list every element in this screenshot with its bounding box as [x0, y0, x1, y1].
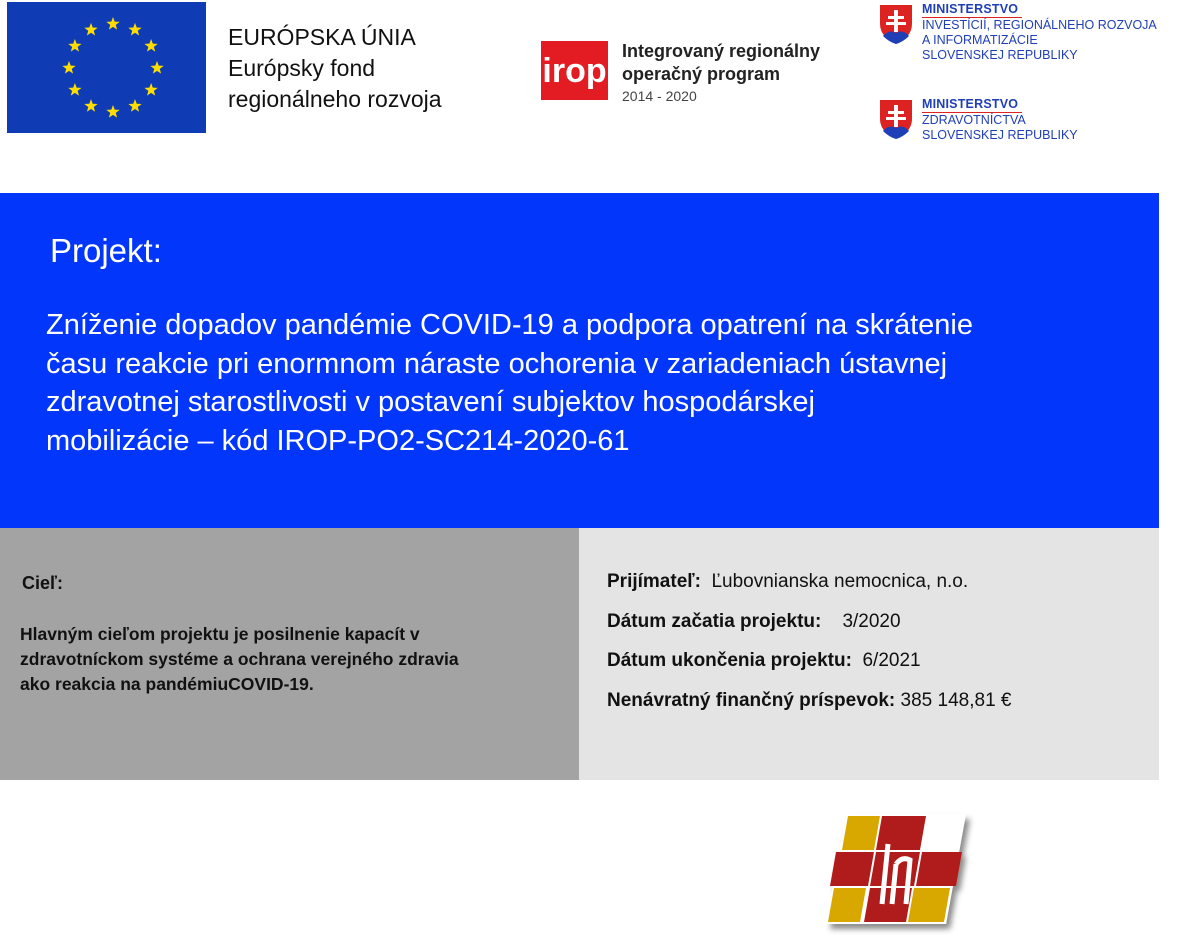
ministry-2-line-2: SLOVENSKEJ REPUBLIKY [922, 128, 1078, 142]
eu-stars-icon [7, 2, 206, 133]
end-date-row [607, 650, 921, 672]
grant-value: 385 148,81 € [900, 690, 1012, 711]
ministry-investment-caption [922, 0, 1157, 63]
project-line: mobilizácie – kód IROP-PO2-SC214-2020-61 [46, 424, 630, 457]
eu-caption [228, 22, 442, 115]
goal-label: Cieľ: [22, 573, 63, 593]
irop-logo-icon [541, 41, 608, 100]
ministry-2-title: MINISTERSTVO [922, 96, 1022, 113]
ministry-1-title: MINISTERSTVO [922, 1, 1022, 18]
irop-caption [622, 40, 820, 106]
eu-flag-icon [7, 2, 206, 133]
grant-label: Nenávratný finančný príspevok: [607, 690, 896, 711]
recipient-value: Ľubovnianska nemocnica, n.o. [711, 571, 969, 592]
project-line: Zníženie dopadov pandémie COVID-19 a podpora opatrení na skrátenie [46, 309, 973, 341]
ministry-1-line-2: A INFORMATIZÁCIE [922, 33, 1038, 47]
project-description [46, 306, 1126, 460]
ministry-2-line-1: ZDRAVOTNÍCTVA [922, 113, 1026, 127]
hospital-logo-icon [826, 812, 984, 936]
eu-line-2: Európsky fond [228, 55, 376, 81]
ministry-1-line-1: INVESTÍCIÍ, REGIONÁLNEHO ROZVOJA [922, 18, 1157, 32]
goal-description [20, 622, 560, 697]
project-line: času reakcie pri enormnom náraste ochorenia v zariadeniach ústavnej [46, 347, 948, 380]
ministry-health-caption [922, 95, 1078, 143]
start-date-row [607, 611, 901, 633]
eu-line-1: EURÓPSKA ÚNIA [228, 24, 416, 50]
irop-line-2: operačný program [622, 64, 781, 84]
start-date-value: 3/2020 [842, 611, 901, 632]
project-label: Projekt: [50, 232, 162, 269]
recipient-row [607, 571, 968, 593]
slovak-coat-of-arms-icon [877, 97, 915, 141]
start-date-label: Dátum začatia projektu: [607, 611, 822, 632]
irop-logo-text: irop [542, 52, 607, 90]
goal-line: Hlavným cieľom projektu je posilnenie kapacít v [20, 624, 420, 644]
goal-line: ako reakcia na pandémiuCOVID-19. [20, 674, 314, 694]
project-line: zdravotnej starostlivosti v postavení subjektov hospodárskej [46, 386, 815, 418]
end-date-label: Dátum ukončenia projektu: [607, 650, 852, 671]
recipient-label: Prijímateľ: [607, 571, 701, 592]
grant-row [607, 690, 1012, 712]
irop-line-1: Integrovaný regionálny [622, 41, 821, 61]
irop-years: 2014 - 2020 [622, 88, 697, 104]
goal-line: zdravotníckom systéme a ochrana verejného zdravia [20, 649, 459, 669]
slovak-coat-of-arms-icon [877, 2, 915, 46]
end-date-value: 6/2021 [862, 650, 921, 671]
ministry-1-line-3: SLOVENSKEJ REPUBLIKY [922, 48, 1078, 62]
eu-line-3: regionálneho rozvoja [228, 86, 442, 112]
